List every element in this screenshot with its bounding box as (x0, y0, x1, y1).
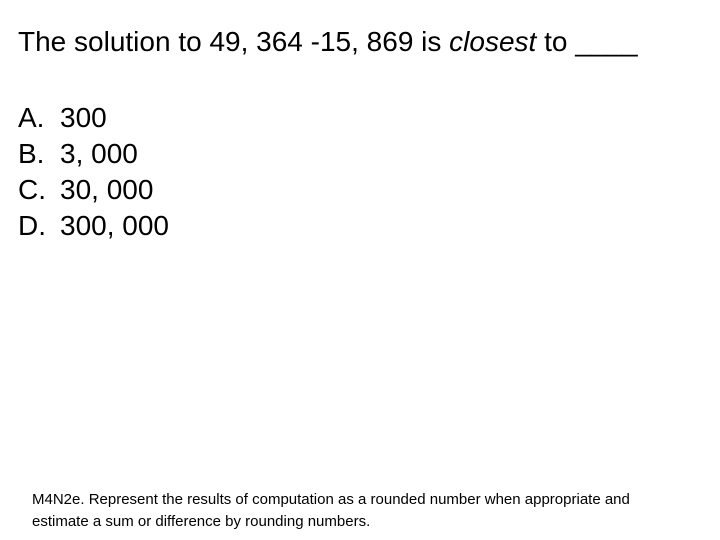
standard-line-2: estimate a sum or difference by rounding numbers. (32, 513, 371, 530)
option-value: 30, 000 (60, 174, 154, 205)
standard-line-1: M4N2e. Represent the results of computation as a rounded number when appropriate and (32, 491, 630, 508)
question-suffix: to ____ (536, 26, 638, 57)
answer-option-b (18, 136, 169, 172)
option-letter: B. (18, 138, 45, 169)
option-letter: C. (18, 174, 46, 205)
question-emphasis: closest (449, 26, 537, 57)
option-value: 300, 000 (60, 210, 169, 241)
question-text (18, 22, 708, 62)
answer-option-d (18, 208, 169, 244)
answer-options (18, 100, 169, 244)
question-prefix: The solution to 49, 364 -15, 869 is (18, 26, 450, 57)
option-value: 3, 000 (60, 138, 138, 169)
answer-option-c (18, 172, 169, 208)
option-value: 300 (60, 102, 107, 133)
standard-note (32, 489, 712, 533)
answer-option-a (18, 100, 169, 136)
option-letter: A. (18, 102, 45, 133)
option-letter: D. (18, 210, 46, 241)
